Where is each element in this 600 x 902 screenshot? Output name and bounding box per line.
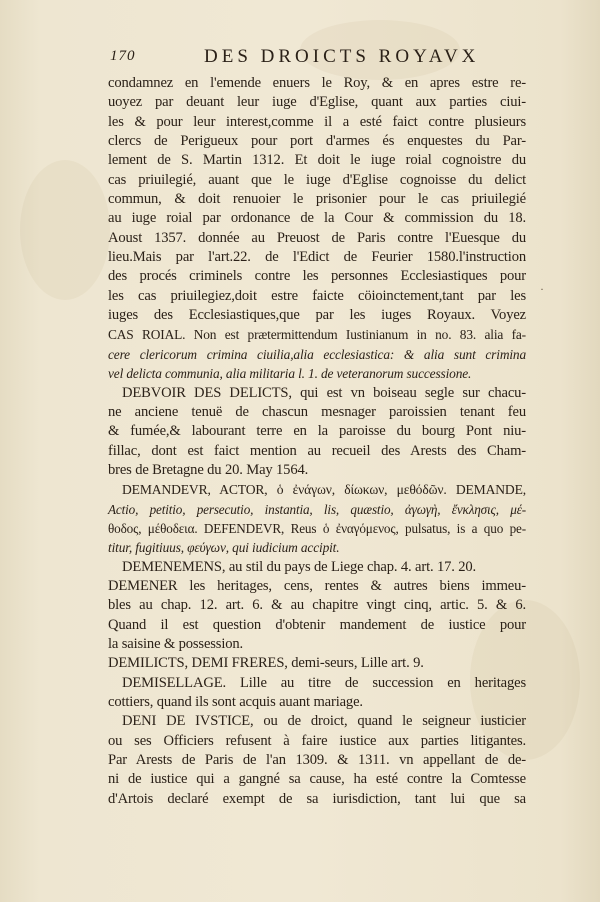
entry-demisellage: DEMISELLAGE. Lille au titre de succession en heritages xyxy=(122,674,526,691)
text-line: cas priuilegié, auant que le iuge d'Eglise cognoisse du delict xyxy=(108,171,526,188)
text-line: ni de iustice qui a gangné sa cause, ha esté contre la Comtesse xyxy=(108,771,526,788)
text-line: Quand il est question d'obtenir mandement de iustice pour xyxy=(108,616,526,633)
text-line: iuges des Ecclesiastiques,que par les iuges Royaux. Voyez xyxy=(108,307,526,324)
entry-debvoir-des-delicts: DEBVOIR DES DELICTS, qui est vn boiseau segle sur chacu- xyxy=(122,384,526,401)
text-line: bles au chap. 12. art. 6. & au chapitre vingt cinq, artic. 5. & 6. xyxy=(108,597,526,614)
text-line: clercs de Perigueux pour port d'armes és enquestes du Par- xyxy=(108,133,526,150)
text-line: les & pour leur interest,comme il a esté faict contre plusieurs xyxy=(108,113,526,130)
text-line: lieu.Mais par l'art.22. de l'Edict de Feurier 1580.l'instruction xyxy=(108,249,526,266)
text-line: des procés criminels contre les personnes Ecclesiastiques pour xyxy=(108,268,526,285)
text-line: ou ses Officiers refusent à faire iustice aux parties litigantes. xyxy=(108,732,526,749)
entry-demilicts: DEMILICTS, DEMI FRERES, demi-seurs, Lille art. 9. xyxy=(108,655,424,672)
text-line: au iuge roial par ordonance de la Cour & commission du 18. xyxy=(108,210,526,227)
text-line: les cas priuilegiez,doit estre faicte cöioinctement,tant par les xyxy=(108,287,526,304)
text-line: cere clericorum crimina ciuilia,alia ecclesiastica: & alia sunt crimina xyxy=(108,346,526,362)
text-line: θοδος, μέθοδεια. DEFENDEVR, Reus ὁ ἐναγόμενος, pulsatus, is a quo pe- xyxy=(108,520,526,536)
page-header xyxy=(110,48,530,70)
text-line: Par Arests de Paris de l'an 1309. & 1311. vn appellant de de- xyxy=(108,752,526,769)
text-line: ne anciene tenuë de chascun mesnager paroissien tenant feu xyxy=(108,403,526,420)
text-line: fillac, dont est faict mention au recueil des Arests des Cham- xyxy=(108,442,526,459)
text-line: condamnez en l'emende enuers le Roy, & en apres estre re- xyxy=(108,75,526,91)
text-line: Actio, petitio, persecutio, instantia, lis, quæstio, ἀγωγὴ, ἔνκλησις, μέ- xyxy=(108,501,526,517)
text-line: cottiers, quand ils sont acquis auant mariage. xyxy=(108,694,363,710)
text-line: commun, & doit renuoier le prisonier pour le cas priuilegié xyxy=(108,191,526,208)
text-line: lement de S. Martin 1312. Et doit le iuge roial cognoistre du xyxy=(108,152,526,169)
text-line: la saisine & possession. xyxy=(108,635,244,652)
text-line: vel delicta communia, alia militaria l. 1. de veteranorum successione. xyxy=(108,366,472,382)
paper-stain xyxy=(20,160,110,300)
text-line: d'Artois declaré exempt de sa iurisdiction, tant lui que sa xyxy=(108,790,526,807)
entry-demenemens: DEMENEMENS, au stil du pays de Liege chap. 4. art. 17. 20. xyxy=(122,558,477,575)
text-line: CAS ROIAL. Non est prætermittendum Iustinianum in no. 83. alia fa- xyxy=(108,327,526,343)
running-title: DES DROICTS ROYAVX xyxy=(204,46,480,67)
text-line: Aoust 1357. donnée au Preuost de Paris contre l'Euesque du xyxy=(108,229,526,246)
text-line: & fumée,& labourant terre en la paroisse du bourg Pont niu- xyxy=(108,423,526,440)
entry-deni-de-iustice: DENI DE IVSTICE, ou de droict, quand le seigneur iusticier xyxy=(122,713,526,730)
page-number: 170 xyxy=(110,48,136,64)
main-text xyxy=(108,74,526,809)
text-line: titur, fugitiuus, φεύγων, qui iudicium accipit. xyxy=(108,540,340,556)
entry-demener: DEMENER les heritages, cens, rentes & autres biens immeu- xyxy=(108,577,526,594)
entry-demandeur: DEMANDEVR, ACTOR, ὁ ἐνάγων, δίωκων, μεθόδῶν. DEMANDE, xyxy=(122,482,526,498)
text-line: uoyez par deuant leur iuge d'Eglise, quant aux parties ciui- xyxy=(108,94,526,111)
text-line: bres de Bretagne du 20. May 1564. xyxy=(108,461,309,478)
margin-mark: · xyxy=(540,282,544,296)
